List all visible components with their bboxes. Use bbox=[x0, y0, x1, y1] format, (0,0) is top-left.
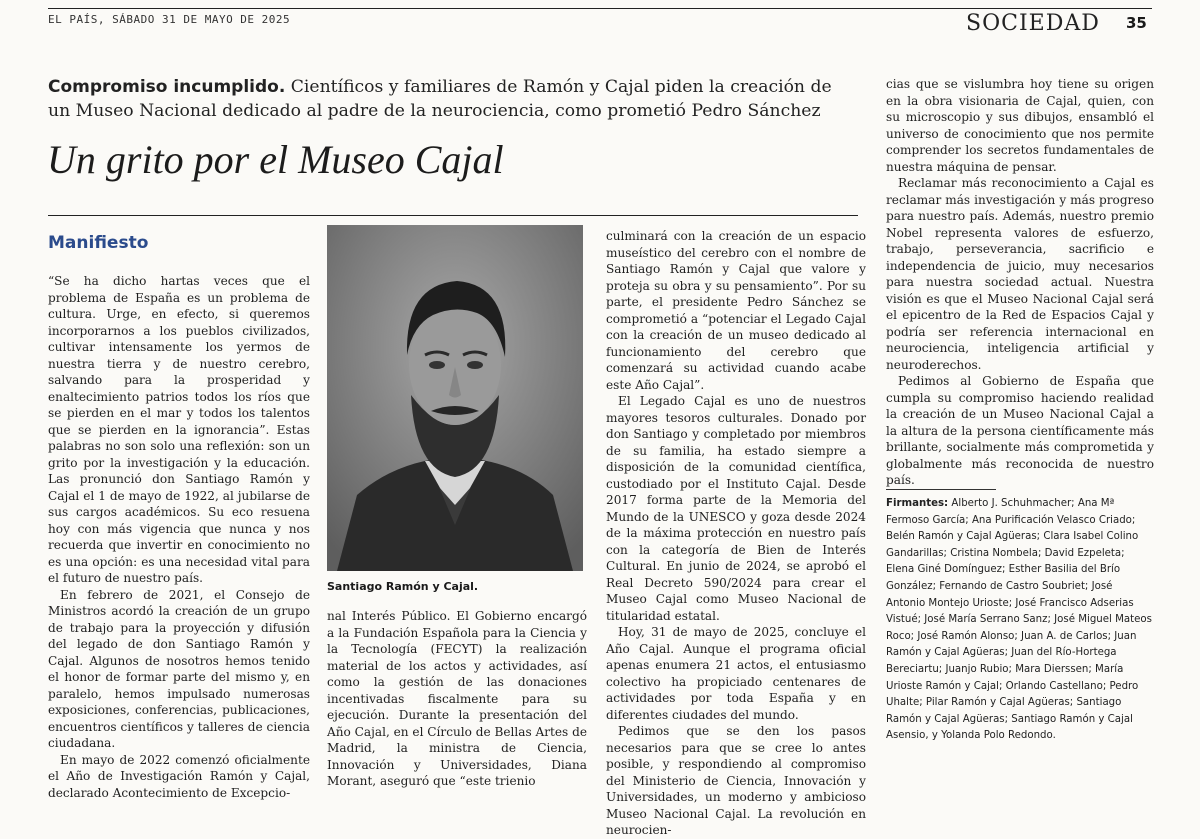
body-column-2 bbox=[327, 608, 587, 790]
masthead-date-line: EL PAÍS, SÁBADO 31 DE MAYO DE 2025 bbox=[48, 13, 291, 26]
paragraph: Pedimos al Gobierno de España que cumpla su compromiso haciendo realidad la creación de un Museo Nacional Cajal a la altura de la persona científicamente más brillante, socialmente más comprometida y globalmente más reconocida de nuestro país. bbox=[886, 374, 1154, 487]
page-number: 35 bbox=[1126, 14, 1147, 32]
headline-rule bbox=[48, 215, 858, 216]
article-kicker: Compromiso incumplido. bbox=[48, 77, 286, 97]
paragraph: Hoy, 31 de mayo de 2025, concluye el Año Cajal. Aunque el programa oficial apenas enumera 21 actos, el entusiasmo colectivo ha propiciado centenares de actividades por toda España y en diferentes ciudades del mundo. bbox=[606, 625, 866, 722]
article-lead-text: Científicos y familiares de Ramón y Cajal piden la creación de un Museo Nacional dedicado al padre de la neurociencia, como prometió Pedro Sánchez bbox=[48, 77, 832, 121]
article-lead bbox=[48, 75, 858, 123]
portrait-photo bbox=[327, 225, 583, 571]
body-column-3 bbox=[606, 228, 866, 839]
article-headline: Un grito por el Museo Cajal bbox=[47, 137, 504, 182]
signatories-block bbox=[886, 496, 1154, 745]
paragraph: En mayo de 2022 comenzó oficialmente el Año de Investigación Ramón y Cajal, declarado Acontecimiento de Excepcio- bbox=[48, 752, 310, 800]
photo-caption: Santiago Ramón y Cajal. bbox=[327, 580, 479, 593]
signatories-list: Alberto J. Schuhmacher; Ana Mª Fermoso García; Ana Purificación Velasco Criado; Belén Ramón y Cajal Agüeras; Clara Isabel Colino Gandarillas; Cristina Nombela; David Ezpeleta; Elena Giné Domínguez; Esther Basilia del Brío González; Fernando de Castro Soubriet; José Antonio Montejo Urioste; José Francisco Adserias Vistué; José María Serrano Sanz; José Miguel Mateos Roco; José Ramón Alonso; Juan A. de Carlos; Juan Ramón y Cajal Agüeras; Juan del Río-Hortega Bereciartu; Juanjo Rubio; Mara Dierssen; María Urioste Ramón y Cajal; Orlando Castellano; Pedro Uhalte; Pilar Ramón y Cajal Agüeras; Santiago Ramón y Cajal Agüeras; Santiago Ramón y Cajal Asensio, y Yolanda Polo Redondo. bbox=[886, 498, 1152, 742]
paragraph: “Se ha dicho hartas veces que el problema de España es un problema de cultura. Urge, en efecto, si queremos incorporarnos a los pueblos civilizados, cultivar intensamente los yermos de nuestra tierra y de nuestro cerebro, salvando para la prosperidad y enaltecimiento patrios todos los ríos que se pierden en el mar y todos los talentos que se pierden en la ignorancia”. Estas palabras no son solo una reflexión: son un grito por la investigación y la educación. Las pronunció don Santiago Ramón y Cajal el 1 de mayo de 1922, al jubilarse de sus cargos académicos. Su eco resuena hoy con más vigencia que nunca y nos recuerda que invertir en conocimiento no es una opción: es una necesidad vital para el futuro de nuestro país. bbox=[48, 274, 310, 585]
paragraph: El Legado Cajal es uno de nuestros mayores tesoros culturales. Donado por don Santiago y completado por miembros de su familia, ha estado siempre a disposición de la comunidad científica, custodiado por el Instituto Cajal. Desde 2017 forma parte de la Memoria del Mundo de la UNESCO y goza desde 2024 de la máxima protección en nuestro país con la categoría de Bien de Interés Cultural. En junio de 2024, se aprobó el Real Decreto 590/2024 para crear el Museo Cajal como Museo Nacional de titularidad estatal. bbox=[606, 394, 866, 623]
signatories-label: Firmantes: bbox=[886, 498, 949, 509]
paragraph: culminará con la creación de un espacio museístico del cerebro con el nombre de Santiago Ramón y Cajal que valore y proteja su obra y su pensamiento”. Por su parte, el presidente Pedro Sánchez se comprometió a “potenciar el Legado Cajal con la creación de un museo dedicado al funcionamiento del cerebro que comenzará su actividad cuando acabe este Año Cajal”. bbox=[606, 229, 866, 392]
body-column-4 bbox=[886, 76, 1154, 489]
paragraph: Reclamar más reconocimiento a Cajal es reclamar más investigación y más progreso para nuestro país. Además, nuestro premio Nobel representa valores de esfuerzo, trabajo, perseverancia, sacrificio e independencia de juicio, muy necesarios para nuestra sociedad actual. Nuestra visión es que el Museo Nacional Cajal será el epicentro de la Red de Espacios Cajal y podría ser referencia internacional en neurociencia, inteligencia artificial y neuroderechos. bbox=[886, 176, 1154, 372]
signatories-rule bbox=[886, 489, 996, 490]
portrait-illustration bbox=[327, 225, 583, 571]
masthead-rule bbox=[48, 8, 1152, 9]
article-subhead: Manifiesto bbox=[48, 233, 149, 253]
paragraph: Pedimos que se den los pasos necesarios para que se cree lo antes posible, y respondiendo al compromiso del Ministerio de Ciencia, Innovación y Universidades, un moderno y ambicioso Museo Nacional Cajal. La revolución en neurocien- bbox=[606, 724, 866, 837]
paragraph: nal Interés Público. El Gobierno encargó a la Fundación Española para la Ciencia y la Tecnología (FECYT) la realización material de los actos y actividades, así como la gestión de las donaciones incentivadas fiscalmente para su ejecución. Durante la presentación del Año Cajal, en el Círculo de Bellas Artes de Madrid, la ministra de Ciencia, Innovación y Universidades, Diana Morant, aseguró que “este trienio bbox=[327, 609, 588, 788]
body-column-1 bbox=[48, 273, 310, 801]
paragraph: cias que se vislumbra hoy tiene su origen en la obra visionaria de Cajal, quien, con su microscopio y sus dibujos, ensambló el universo de conocimiento que nos permite comprender los secretos fundamentales de nuestra máquina de pensar. bbox=[886, 77, 1154, 174]
paragraph: En febrero de 2021, el Consejo de Ministros acordó la creación de un grupo de trabajo para la proyección y difusión del legado de don Santiago Ramón y Cajal. Algunos de nosotros hemos tenido el honor de formar parte del mismo y, en paralelo, hemos impulsado numerosas exposiciones, conferencias, publicaciones, encuentros científicos y talleres de ciencia ciudadana. bbox=[48, 587, 310, 750]
section-name: SOCIEDAD bbox=[966, 11, 1100, 36]
